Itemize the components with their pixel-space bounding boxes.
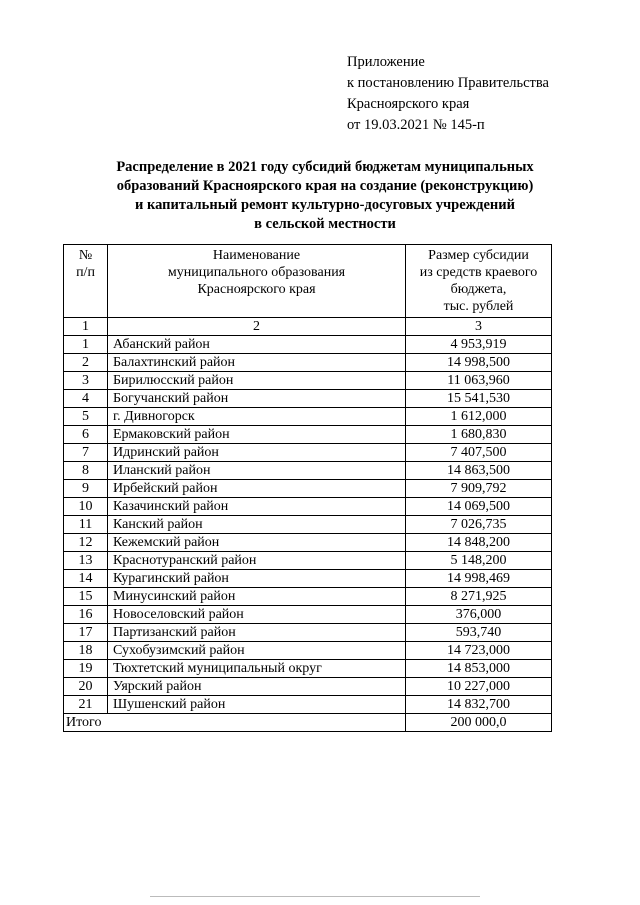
- table-row: [64, 642, 552, 660]
- header-municipality: Наименование муниципального образования Красноярского края: [108, 245, 406, 318]
- municipality-name: Сухобузимский район: [108, 642, 406, 660]
- row-number: 11: [64, 516, 108, 534]
- row-number: 14: [64, 570, 108, 588]
- total-row: [64, 714, 552, 732]
- municipality-name: Иланский район: [108, 462, 406, 480]
- row-number: 13: [64, 552, 108, 570]
- table-row: [64, 570, 552, 588]
- title-line: образований Красноярского края на создание (реконструкцию): [116, 178, 534, 194]
- appendix-line: Красноярского края: [347, 96, 470, 112]
- table-row: [64, 354, 552, 372]
- table-row: [64, 408, 552, 426]
- municipality-name: Минусинский район: [108, 588, 406, 606]
- table-row: [64, 444, 552, 462]
- title-line: Распределение в 2021 году субсидий бюджетам муниципальных: [116, 159, 534, 175]
- subsidy-amount: 14 723,000: [406, 642, 552, 660]
- municipality-name: Идринский район: [108, 444, 406, 462]
- table-row: [64, 480, 552, 498]
- table-row: [64, 678, 552, 696]
- subsidy-amount: 14 863,500: [406, 462, 552, 480]
- municipality-name: Курагинский район: [108, 570, 406, 588]
- appendix-line: Приложение: [347, 54, 425, 70]
- subsidy-table: [63, 244, 552, 732]
- row-number: 21: [64, 696, 108, 714]
- column-index-cell: 3: [406, 318, 552, 336]
- subsidy-amount: 7 026,735: [406, 516, 552, 534]
- subsidy-amount: 7 909,792: [406, 480, 552, 498]
- total-label: Итого: [64, 714, 406, 732]
- municipality-name: Ирбейский район: [108, 480, 406, 498]
- table-row: [64, 372, 552, 390]
- table-row: [64, 498, 552, 516]
- municipality-name: Краснотуранский район: [108, 552, 406, 570]
- column-index-row: [64, 318, 552, 336]
- header-subsidy-amount: Размер субсидии из средств краевого бюджета, тыс. рублей: [406, 245, 552, 318]
- municipality-name: Тюхтетский муниципальный округ: [108, 660, 406, 678]
- appendix-block: [347, 52, 549, 136]
- subsidy-amount: 8 271,925: [406, 588, 552, 606]
- subsidy-amount: 14 069,500: [406, 498, 552, 516]
- row-number: 3: [64, 372, 108, 390]
- row-number: 17: [64, 624, 108, 642]
- total-amount: 200 000,0: [406, 714, 552, 732]
- row-number: 4: [64, 390, 108, 408]
- row-number: 18: [64, 642, 108, 660]
- table-header-row: [64, 245, 552, 318]
- subsidy-amount: 5 148,200: [406, 552, 552, 570]
- municipality-name: Абанский район: [108, 336, 406, 354]
- appendix-line: от 19.03.2021 № 145-п: [347, 117, 485, 133]
- municipality-name: Партизанский район: [108, 624, 406, 642]
- subsidy-amount: 14 998,500: [406, 354, 552, 372]
- subsidy-amount: 4 953,919: [406, 336, 552, 354]
- subsidy-amount: 7 407,500: [406, 444, 552, 462]
- subsidy-amount: 1 680,830: [406, 426, 552, 444]
- row-number: 5: [64, 408, 108, 426]
- table-row: [64, 588, 552, 606]
- header-number: № п/п: [64, 245, 108, 318]
- table-body: [64, 336, 552, 714]
- municipality-name: Канский район: [108, 516, 406, 534]
- table-row: [64, 390, 552, 408]
- subsidy-amount: 14 832,700: [406, 696, 552, 714]
- row-number: 12: [64, 534, 108, 552]
- row-number: 20: [64, 678, 108, 696]
- municipality-name: Кежемский район: [108, 534, 406, 552]
- subsidy-amount: 10 227,000: [406, 678, 552, 696]
- table-row: [64, 624, 552, 642]
- subsidy-amount: 14 848,200: [406, 534, 552, 552]
- municipality-name: Ермаковский район: [108, 426, 406, 444]
- row-number: 6: [64, 426, 108, 444]
- scan-edge-line: [150, 896, 480, 897]
- table-row: [64, 696, 552, 714]
- municipality-name: Богучанский район: [108, 390, 406, 408]
- row-number: 15: [64, 588, 108, 606]
- row-number: 19: [64, 660, 108, 678]
- table-row: [64, 552, 552, 570]
- row-number: 10: [64, 498, 108, 516]
- subsidy-amount: 593,740: [406, 624, 552, 642]
- document-title: [90, 158, 560, 234]
- municipality-name: Бирилюсский район: [108, 372, 406, 390]
- municipality-name: Шушенский район: [108, 696, 406, 714]
- table-row: [64, 336, 552, 354]
- municipality-name: г. Дивногорск: [108, 408, 406, 426]
- column-index-cell: 2: [108, 318, 406, 336]
- table-row: [64, 462, 552, 480]
- row-number: 2: [64, 354, 108, 372]
- table-row: [64, 426, 552, 444]
- table-row: [64, 660, 552, 678]
- table-row: [64, 606, 552, 624]
- municipality-name: Казачинский район: [108, 498, 406, 516]
- table-row: [64, 516, 552, 534]
- appendix-line: к постановлению Правительства: [347, 75, 549, 91]
- column-index-cell: 1: [64, 318, 108, 336]
- title-line: в сельской местности: [254, 216, 396, 232]
- row-number: 7: [64, 444, 108, 462]
- subsidy-amount: 376,000: [406, 606, 552, 624]
- subsidy-amount: 11 063,960: [406, 372, 552, 390]
- title-line: и капитальный ремонт культурно-досуговых учреждений: [134, 197, 516, 213]
- row-number: 1: [64, 336, 108, 354]
- row-number: 16: [64, 606, 108, 624]
- row-number: 9: [64, 480, 108, 498]
- municipality-name: Уярский район: [108, 678, 406, 696]
- municipality-name: Балахтинский район: [108, 354, 406, 372]
- subsidy-amount: 1 612,000: [406, 408, 552, 426]
- subsidy-amount: 14 998,469: [406, 570, 552, 588]
- municipality-name: Новоселовский район: [108, 606, 406, 624]
- subsidy-amount: 14 853,000: [406, 660, 552, 678]
- table-row: [64, 534, 552, 552]
- row-number: 8: [64, 462, 108, 480]
- subsidy-amount: 15 541,530: [406, 390, 552, 408]
